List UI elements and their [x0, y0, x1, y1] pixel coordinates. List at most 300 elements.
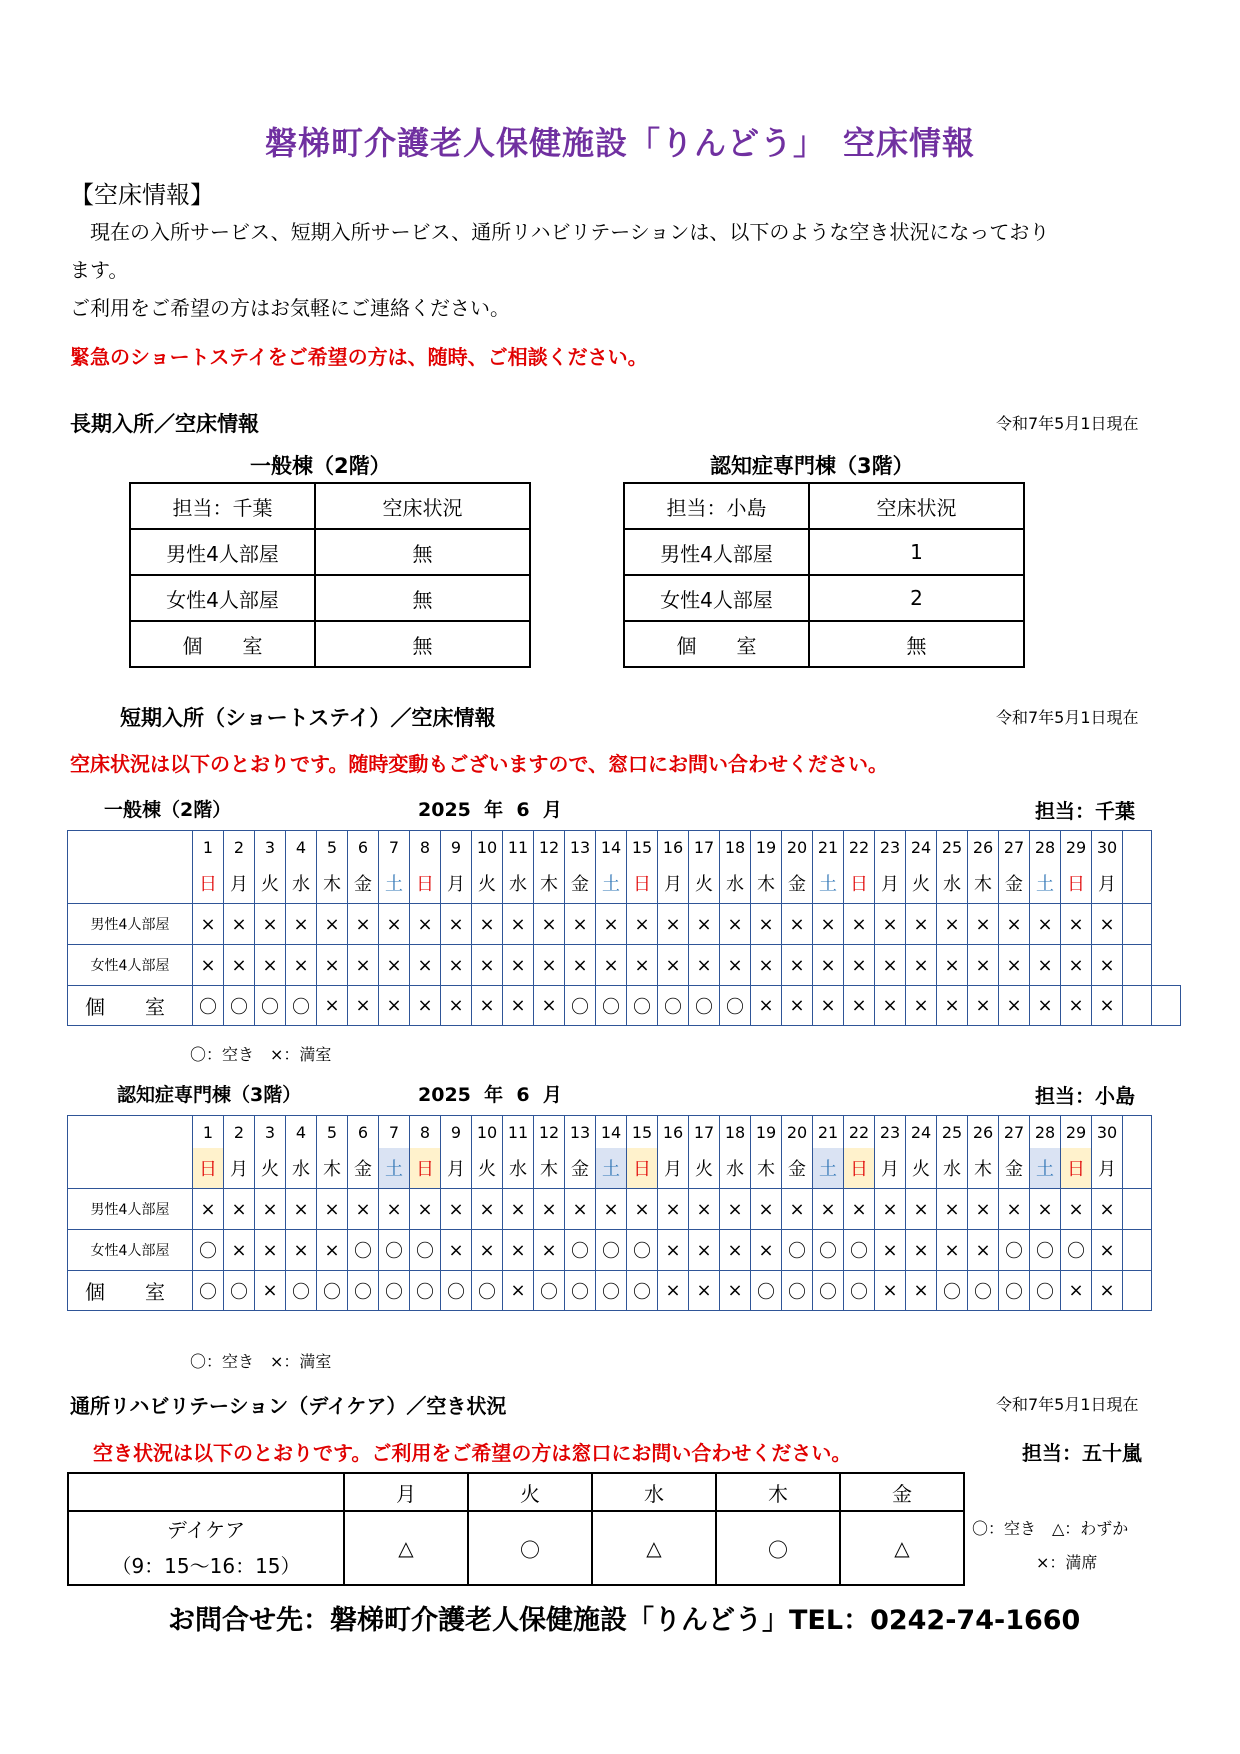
day-number: 30 — [1092, 831, 1123, 864]
daycare-value: 〇 — [716, 1511, 840, 1585]
day-number: 12 — [534, 831, 565, 864]
availability-cell: × — [255, 1189, 286, 1230]
availability-cell: × — [844, 1189, 875, 1230]
day-number: 19 — [751, 1116, 782, 1149]
vacancy-value: 無 — [315, 575, 530, 621]
shortstay-legend: 〇：空き ×：満室 — [190, 1352, 332, 1371]
blank-cell — [1152, 1189, 1181, 1230]
availability-cell: 〇 — [224, 986, 255, 1026]
day-number: 26 — [968, 831, 999, 864]
day-number: 7 — [379, 831, 410, 864]
availability-cell: × — [999, 904, 1030, 945]
availability-cell: 〇 — [534, 1271, 565, 1311]
weekday: 火 — [472, 1148, 503, 1189]
availability-cell: × — [1092, 1230, 1123, 1271]
availability-cell: × — [751, 1189, 782, 1230]
weekday: 火 — [689, 863, 720, 904]
urgent-notice: 緊急のショートステイをご希望の方は、随時、ご相談ください。 — [70, 345, 648, 369]
availability-cell: × — [813, 986, 844, 1026]
blank-cell — [1152, 831, 1181, 904]
availability-cell: × — [503, 1230, 534, 1271]
availability-cell: × — [906, 945, 937, 986]
availability-cell: × — [224, 1230, 255, 1271]
weekday: 月 — [875, 1148, 906, 1189]
weekday: 日 — [1061, 863, 1092, 904]
room-type-label: 女性4人部屋 — [68, 1230, 193, 1271]
availability-cell: × — [937, 945, 968, 986]
day-number: 18 — [720, 831, 751, 864]
day-number: 25 — [937, 831, 968, 864]
availability-cell: × — [782, 904, 813, 945]
daycare-value: △ — [344, 1511, 468, 1585]
longterm-dementia-table — [623, 482, 1025, 668]
day-number: 4 — [286, 831, 317, 864]
day-number: 11 — [503, 831, 534, 864]
availability-cell: 〇 — [596, 1271, 627, 1311]
shortstay-general-staff: 担当：千葉 — [1035, 799, 1135, 823]
day-number: 10 — [472, 831, 503, 864]
availability-cell: 〇 — [782, 1271, 813, 1311]
weekday: 日 — [193, 1148, 224, 1189]
weekday: 火 — [689, 1148, 720, 1189]
weekday: 木 — [968, 863, 999, 904]
availability-cell: × — [906, 1271, 937, 1311]
day-number: 29 — [1061, 831, 1092, 864]
availability-cell: × — [844, 986, 875, 1026]
blank-cell — [1123, 1189, 1152, 1230]
calendar-year-month: 2025 年 6 月 — [418, 1084, 562, 1106]
availability-cell: × — [658, 945, 689, 986]
availability-cell: 〇 — [1061, 1230, 1092, 1271]
availability-cell: × — [906, 904, 937, 945]
day-number: 3 — [255, 831, 286, 864]
availability-cell: × — [906, 1189, 937, 1230]
availability-cell: × — [534, 986, 565, 1026]
room-type-label: 男性4人部屋 — [68, 904, 193, 945]
weekday: 日 — [844, 863, 875, 904]
weekday: 月 — [875, 863, 906, 904]
availability-cell: 〇 — [379, 1271, 410, 1311]
availability-cell: × — [1061, 1189, 1092, 1230]
day-number: 19 — [751, 831, 782, 864]
weekday: 木 — [534, 1148, 565, 1189]
availability-cell: × — [968, 986, 999, 1026]
availability-cell: × — [379, 904, 410, 945]
weekday: 日 — [410, 1148, 441, 1189]
availability-cell: 〇 — [844, 1230, 875, 1271]
day-number: 30 — [1092, 1116, 1123, 1149]
blank-cell — [1152, 1116, 1181, 1189]
availability-cell: × — [844, 945, 875, 986]
shortstay-dementia-staff: 担当：小島 — [1035, 1084, 1135, 1108]
availability-cell: × — [410, 904, 441, 945]
day-number: 13 — [565, 1116, 596, 1149]
intro-line-2: ます。 — [70, 258, 129, 282]
day-number: 22 — [844, 1116, 875, 1149]
daycare-day: 金 — [840, 1473, 964, 1511]
availability-cell: × — [813, 945, 844, 986]
daycare-row-label: デイケア （9：15～16：15） — [68, 1511, 344, 1585]
calendar-corner — [68, 1116, 193, 1189]
weekday: 月 — [1098, 1159, 1116, 1180]
room-type-label: 個 室 — [68, 986, 193, 1026]
availability-cell: × — [534, 904, 565, 945]
availability-cell: × — [1030, 945, 1061, 986]
availability-cell: 〇 — [782, 1230, 813, 1271]
availability-cell: 〇 — [813, 1230, 844, 1271]
vacancy-value: 無 — [315, 529, 530, 575]
weekday: 木 — [534, 863, 565, 904]
weekday: 土 — [1030, 863, 1061, 904]
availability-cell: × — [813, 904, 844, 945]
availability-cell: × — [472, 986, 503, 1026]
availability-cell: × — [472, 904, 503, 945]
daycare-table — [67, 1472, 965, 1586]
weekday: 土 — [379, 1148, 410, 1189]
availability-cell: × — [1092, 986, 1123, 1026]
availability-cell: 〇 — [317, 1271, 348, 1311]
blank-cell — [1123, 831, 1152, 904]
availability-cell: × — [503, 945, 534, 986]
daycare-heading: 通所リハビリテーション（デイケア）／空き状況 — [70, 1394, 507, 1418]
shortstay-note: 空床状況は以下のとおりです。随時変動もございますので、窓口にお問い合わせください。 — [70, 752, 888, 776]
blank-cell — [1152, 1271, 1181, 1311]
day-number: 17 — [689, 1116, 720, 1149]
availability-cell: × — [1030, 986, 1061, 1026]
availability-cell: × — [379, 986, 410, 1026]
room-type-label: 男性4人部屋 — [68, 1189, 193, 1230]
day-number: 28 — [1030, 831, 1061, 864]
availability-cell: 〇 — [565, 1230, 596, 1271]
day-number: 16 — [658, 1116, 689, 1149]
day-number: 27 — [999, 831, 1030, 864]
availability-cell: × — [410, 1189, 441, 1230]
blank-cell — [1123, 1116, 1152, 1189]
availability-cell: 〇 — [286, 1271, 317, 1311]
page-title: 磐梯町介護老人保健施設「りんどう」 空床情報 — [264, 124, 975, 162]
daycare-day: 月 — [344, 1473, 468, 1511]
availability-cell: × — [689, 1271, 720, 1311]
day-number: 26 — [968, 1116, 999, 1149]
availability-cell: × — [875, 1271, 906, 1311]
availability-cell: 〇 — [348, 1271, 379, 1311]
availability-cell: × — [255, 945, 286, 986]
availability-cell: 〇 — [1030, 1271, 1061, 1311]
availability-cell: 〇 — [627, 1230, 658, 1271]
availability-cell: × — [224, 904, 255, 945]
day-number: 3 — [255, 1116, 286, 1149]
weekday: 木 — [968, 1148, 999, 1189]
availability-cell: × — [627, 904, 658, 945]
availability-cell: × — [689, 904, 720, 945]
weekday: 土 — [813, 1148, 844, 1189]
availability-cell: × — [968, 904, 999, 945]
day-number: 9 — [441, 831, 472, 864]
intro-line-1: 現在の入所サービス、短期入所サービス、通所リハビリテーションは、以下のような空き状況になっており — [70, 220, 1050, 244]
longterm-date: 令和7年5月1日現在 — [996, 414, 1139, 433]
day-number: 2 — [224, 1116, 255, 1149]
availability-cell: × — [906, 986, 937, 1026]
availability-cell: × — [503, 1189, 534, 1230]
availability-cell: × — [1030, 1189, 1061, 1230]
day-number: 9 — [441, 1116, 472, 1149]
availability-cell: 〇 — [968, 1271, 999, 1311]
day-number: 5 — [317, 831, 348, 864]
vacancy-value: 無 — [315, 621, 530, 667]
weekday: 金 — [999, 1148, 1030, 1189]
availability-cell: 〇 — [813, 1271, 844, 1311]
availability-cell: × — [596, 945, 627, 986]
availability-cell: × — [937, 1230, 968, 1271]
availability-cell: × — [348, 945, 379, 986]
day-number: 18 — [720, 1116, 751, 1149]
room-type: 女性4人部屋 — [624, 575, 809, 621]
availability-cell: × — [751, 945, 782, 986]
availability-cell: × — [565, 904, 596, 945]
availability-cell: × — [689, 1230, 720, 1271]
blank-cell — [1123, 1271, 1152, 1311]
availability-cell: × — [751, 1230, 782, 1271]
shortstay-legend: 〇：空き ×：満室 — [190, 1045, 332, 1064]
daycare-day: 木 — [716, 1473, 840, 1511]
weekday: 日 — [627, 1148, 658, 1189]
availability-cell: × — [193, 904, 224, 945]
weekday: 土 — [379, 863, 410, 904]
day-number: 24 — [906, 831, 937, 864]
day-number: 17 — [689, 831, 720, 864]
availability-cell: 〇 — [255, 986, 286, 1026]
availability-cell: 〇 — [627, 1271, 658, 1311]
availability-cell: × — [596, 904, 627, 945]
availability-cell: × — [875, 945, 906, 986]
shortstay-heading: 短期入所（ショートステイ）／空床情報 — [120, 706, 496, 730]
room-type: 女性4人部屋 — [130, 575, 315, 621]
weekday: 日 — [1061, 1148, 1092, 1189]
weekday: 土 — [596, 1148, 627, 1189]
day-number: 20 — [782, 831, 813, 864]
day-number: 27 — [999, 1116, 1030, 1149]
availability-cell: 〇 — [193, 1230, 224, 1271]
weekday: 金 — [565, 1148, 596, 1189]
day-number: 29 — [1061, 1116, 1092, 1149]
availability-cell: × — [1061, 904, 1092, 945]
availability-cell: × — [565, 945, 596, 986]
day-number: 2 — [224, 831, 255, 864]
availability-cell: × — [255, 1271, 286, 1311]
availability-cell: × — [720, 1271, 751, 1311]
availability-cell: × — [720, 904, 751, 945]
availability-cell: × — [999, 986, 1030, 1026]
intro-heading: 【空床情報】 — [70, 181, 214, 209]
availability-cell: 〇 — [565, 1271, 596, 1311]
room-type: 個 室 — [624, 621, 809, 667]
availability-cell: 〇 — [689, 986, 720, 1026]
availability-cell: 〇 — [565, 986, 596, 1026]
availability-cell: 〇 — [627, 986, 658, 1026]
availability-cell: × — [658, 1271, 689, 1311]
day-number: 13 — [565, 831, 596, 864]
weekday: 金 — [348, 1148, 379, 1189]
daycare-legend-1: 〇：空き △：わずか — [972, 1519, 1129, 1538]
day-number: 6 — [348, 1116, 379, 1149]
availability-cell: × — [410, 986, 441, 1026]
availability-cell: × — [472, 1230, 503, 1271]
availability-cell: × — [658, 1189, 689, 1230]
table-header: 担当：千葉 — [130, 483, 315, 529]
availability-cell: × — [286, 904, 317, 945]
availability-cell: × — [689, 1189, 720, 1230]
weekday: 土 — [596, 863, 627, 904]
day-number: 28 — [1030, 1116, 1061, 1149]
availability-cell: × — [1092, 904, 1123, 945]
weekday: 日 — [844, 1148, 875, 1189]
daycare-date: 令和7年5月1日現在 — [996, 1395, 1139, 1414]
availability-cell: 〇 — [658, 986, 689, 1026]
daycare-value: △ — [592, 1511, 716, 1585]
day-number: 21 — [813, 831, 844, 864]
blank-cell — [1152, 1230, 1181, 1271]
availability-cell: × — [627, 945, 658, 986]
longterm-general-title: 一般棟（2階） — [250, 454, 391, 478]
table-header: 空床状況 — [315, 483, 530, 529]
availability-cell: × — [1061, 945, 1092, 986]
availability-cell: × — [379, 945, 410, 986]
blank-cell — [1123, 986, 1152, 1026]
contact-footer: お問合せ先：磐梯町介護老人保健施設「りんどう」TEL：0242-74-1660 — [168, 1605, 1081, 1636]
availability-cell: 〇 — [720, 986, 751, 1026]
availability-cell: × — [875, 904, 906, 945]
day-number: 23 — [875, 1116, 906, 1149]
availability-cell: × — [627, 1189, 658, 1230]
availability-cell: × — [193, 1189, 224, 1230]
weekday: 水 — [503, 1148, 534, 1189]
availability-cell: × — [906, 1230, 937, 1271]
availability-cell: 〇 — [348, 1230, 379, 1271]
availability-cell: × — [472, 1189, 503, 1230]
availability-cell: × — [348, 986, 379, 1026]
weekday: 水 — [720, 863, 751, 904]
daycare-day: 水 — [592, 1473, 716, 1511]
room-type: 男性4人部屋 — [130, 529, 315, 575]
weekday: 木 — [751, 1148, 782, 1189]
weekday: 水 — [937, 1148, 968, 1189]
availability-cell: 〇 — [193, 1271, 224, 1311]
weekday: 日 — [410, 863, 441, 904]
day-number: 6 — [348, 831, 379, 864]
day-number: 24 — [906, 1116, 937, 1149]
availability-cell: × — [534, 945, 565, 986]
longterm-general-table — [129, 482, 531, 668]
availability-cell: × — [937, 904, 968, 945]
availability-cell: × — [441, 1189, 472, 1230]
weekday: 水 — [720, 1148, 751, 1189]
weekday: 火 — [255, 863, 286, 904]
availability-cell: 〇 — [224, 1271, 255, 1311]
availability-cell: × — [1092, 1189, 1123, 1230]
weekday: 日 — [193, 863, 224, 904]
availability-cell: × — [193, 945, 224, 986]
availability-cell: × — [875, 1230, 906, 1271]
room-type-label: 女性4人部屋 — [68, 945, 193, 986]
daycare-note: 空き状況は以下のとおりです。ご利用をご希望の方は窓口にお問い合わせください。 — [93, 1441, 852, 1465]
availability-cell: × — [875, 1189, 906, 1230]
room-type: 個 室 — [130, 621, 315, 667]
availability-cell: × — [348, 904, 379, 945]
weekday: 月 — [658, 1148, 689, 1189]
calendar-year-month: 2025 年 6 月 — [418, 799, 562, 821]
day-number: 22 — [844, 831, 875, 864]
shortstay-dementia-title: 認知症専門棟（3階） — [117, 1084, 302, 1106]
weekday: 金 — [782, 1148, 813, 1189]
day-number: 4 — [286, 1116, 317, 1149]
availability-cell: × — [472, 945, 503, 986]
availability-cell: × — [813, 1189, 844, 1230]
day-number: 25 — [937, 1116, 968, 1149]
blank-cell — [1123, 1230, 1152, 1271]
availability-cell: × — [720, 1230, 751, 1271]
intro-line-3: ご利用をご希望の方はお気軽にご連絡ください。 — [70, 296, 510, 320]
availability-cell: × — [968, 945, 999, 986]
weekday: 土 — [1030, 1148, 1061, 1189]
weekday: 火 — [472, 863, 503, 904]
weekday: 金 — [999, 863, 1030, 904]
availability-cell: × — [317, 945, 348, 986]
weekday: 月 — [224, 1148, 255, 1189]
day-number: 8 — [410, 831, 441, 864]
availability-cell: × — [379, 1189, 410, 1230]
availability-cell: × — [286, 1230, 317, 1271]
availability-cell: 〇 — [286, 986, 317, 1026]
shortstay-general-title: 一般棟（2階） — [104, 799, 232, 821]
vacancy-value: 2 — [809, 575, 1024, 621]
day-number: 10 — [472, 1116, 503, 1149]
availability-cell: × — [503, 1271, 534, 1311]
availability-cell: × — [937, 986, 968, 1026]
day-number: 1 — [193, 831, 224, 864]
day-number: 8 — [410, 1116, 441, 1149]
availability-cell: × — [782, 986, 813, 1026]
availability-cell: 〇 — [1030, 1230, 1061, 1271]
availability-cell: × — [1092, 1271, 1123, 1311]
availability-cell: × — [317, 986, 348, 1026]
availability-cell: × — [348, 1189, 379, 1230]
daycare-value: 〇 — [468, 1511, 592, 1585]
daycare-corner — [68, 1473, 344, 1511]
availability-cell: × — [317, 1189, 348, 1230]
availability-cell: × — [596, 1189, 627, 1230]
vacancy-value: 1 — [809, 529, 1024, 575]
availability-cell: × — [441, 986, 472, 1026]
availability-cell: 〇 — [844, 1271, 875, 1311]
availability-cell: × — [658, 1230, 689, 1271]
availability-cell: × — [1061, 1271, 1092, 1311]
room-type-label: 個 室 — [68, 1271, 193, 1311]
availability-cell: × — [286, 1189, 317, 1230]
weekday: 火 — [906, 863, 937, 904]
availability-cell: 〇 — [379, 1230, 410, 1271]
availability-cell: 〇 — [999, 1230, 1030, 1271]
day-number: 1 — [193, 1116, 224, 1149]
day-number: 20 — [782, 1116, 813, 1149]
availability-cell: 〇 — [193, 986, 224, 1026]
day-number: 23 — [875, 831, 906, 864]
weekday: 木 — [317, 1148, 348, 1189]
day-number: 21 — [813, 1116, 844, 1149]
weekday: 木 — [751, 863, 782, 904]
weekday: 金 — [565, 863, 596, 904]
shortstay-date: 令和7年5月1日現在 — [996, 708, 1139, 727]
day-number: 12 — [534, 1116, 565, 1149]
